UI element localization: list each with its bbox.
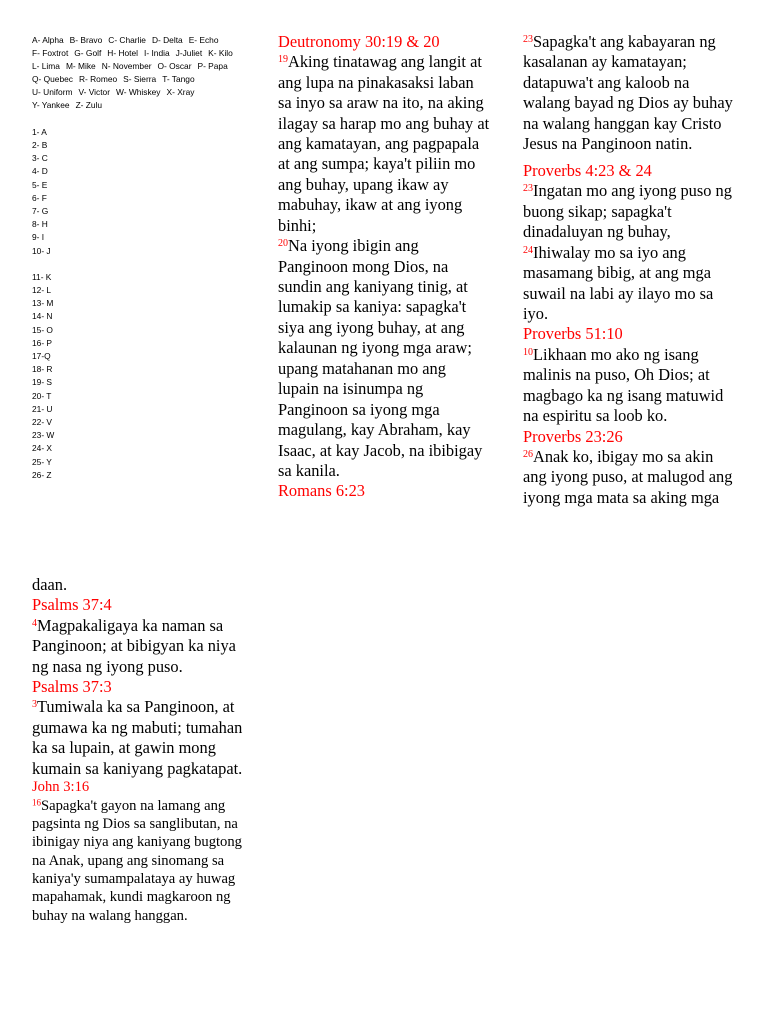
verse-line-text: upang matahanan mo ang xyxy=(278,358,446,378)
number-letter-item: 26- Z xyxy=(32,469,52,480)
verse-line xyxy=(523,365,733,385)
phonetic-key-item: W- Whiskey xyxy=(115,87,161,98)
verse-line xyxy=(523,447,733,467)
verse-paragraph xyxy=(278,236,489,481)
verse-line-text: ang kamatayan, ang pagpapala xyxy=(278,133,480,153)
verse-line-text: ang buhay, upang ikaw ay xyxy=(278,174,449,194)
verse-paragraph xyxy=(523,447,733,508)
verse-line xyxy=(523,467,733,487)
verse-line xyxy=(278,134,489,154)
verse-line xyxy=(523,488,733,508)
verse-line xyxy=(278,257,489,277)
verse-line-text: na Anak, upang ang sinomang sa xyxy=(32,852,225,869)
verse-line-text: Jesus na Panginoon natin. xyxy=(523,133,693,153)
verse-number: 20 xyxy=(278,238,288,250)
verse-line xyxy=(523,243,733,263)
verse-line xyxy=(278,318,489,338)
verse-line xyxy=(278,93,489,113)
verse-line-text: iyong mga mata sa aking mga xyxy=(523,487,720,507)
number-letter-item: 5- E xyxy=(32,179,48,190)
verse-line xyxy=(278,338,489,358)
verse-line xyxy=(278,379,489,399)
verse-line-text: Na iyong ibigin ang xyxy=(288,236,419,256)
phonetic-key-item: X- Xray xyxy=(166,87,195,98)
verse-line-text: binhi; xyxy=(278,215,317,235)
lower-left-passages xyxy=(32,575,242,779)
verse-line-text: kasalanan ay kamatayan; xyxy=(523,52,687,72)
phonetic-key-item: S- Sierra xyxy=(123,74,157,85)
verse-line xyxy=(32,833,242,851)
verse-line xyxy=(278,400,489,420)
verse-line-text: Panginoon; at bibigyan ka niya xyxy=(32,636,236,656)
verse-line xyxy=(32,636,242,656)
verse-line-text: malinis na puso, Oh Dios; at xyxy=(523,365,710,385)
verse-line-text: ang iyong puso, at malugod ang xyxy=(523,467,733,487)
verse-number: 4 xyxy=(32,617,37,629)
verse-line xyxy=(523,345,733,365)
verse-line xyxy=(278,420,489,440)
verse-line xyxy=(278,441,489,461)
verse-number: 19 xyxy=(278,54,288,66)
verse-line xyxy=(32,797,242,815)
verse-line xyxy=(278,154,489,174)
number-letter-item: 24- X xyxy=(32,443,53,454)
phonetic-key-item: O- Oscar xyxy=(157,60,192,71)
number-letter-list-2 xyxy=(32,271,239,482)
passage-heading: Proverbs 23:26 xyxy=(523,426,623,446)
number-letter-item: 4- D xyxy=(32,166,48,177)
number-letter-item: 17-Q xyxy=(32,351,51,361)
verse-line xyxy=(523,73,733,93)
passage-heading: Proverbs 51:10 xyxy=(523,324,623,344)
verse-line xyxy=(32,718,242,738)
verse-line xyxy=(523,406,733,426)
lower-left-john-passage xyxy=(32,779,242,925)
verse-line-text: buhay na walang hanggan. xyxy=(32,907,188,924)
verse-line-text: magulang, kay Abraham, kay xyxy=(278,420,471,440)
phonetic-key-item: V- Victor xyxy=(78,87,110,98)
phonetic-key-item: K- Kilo xyxy=(208,47,233,58)
verse-line-text: buong sikap; sapagka't xyxy=(523,201,672,221)
verse-line xyxy=(523,93,733,113)
verse-line-text: daan. xyxy=(32,574,68,594)
phonetic-key-item: B- Bravo xyxy=(69,34,103,45)
phonetic-key-row xyxy=(32,86,239,99)
number-letter-item: 3- C xyxy=(32,153,48,164)
passage-heading: Deutronomy 30:19 & 20 xyxy=(278,31,440,51)
passage-heading: Romans 6:23 xyxy=(278,481,365,501)
phonetic-key-item: I- India xyxy=(144,47,170,58)
verse-line-text: suwail na labi ay ilayo mo sa xyxy=(523,283,714,303)
verse-line xyxy=(523,134,733,154)
verse-paragraph xyxy=(32,575,242,595)
verse-line-text: kaniya'y sumampalataya ay huwag xyxy=(32,871,236,888)
column-middle xyxy=(278,32,489,502)
verse-line xyxy=(278,175,489,195)
phonetic-key-rows xyxy=(32,34,239,113)
verse-paragraph xyxy=(523,345,733,427)
phonetic-key-item: U- Uniform xyxy=(32,87,73,98)
verse-line-text: kumain sa kaniyang pagkatapat. xyxy=(32,758,243,778)
phonetic-key-row xyxy=(32,60,239,73)
phonetic-key-item: P- Papa xyxy=(197,60,228,71)
verse-line-text: Panginoon mong Dios, na xyxy=(278,256,449,276)
verse-line-text: na espiritu sa loob ko. xyxy=(523,406,668,426)
phonetic-key-row xyxy=(32,47,239,60)
verse-line-text: ka sa lupain, at gawin mong xyxy=(32,738,216,758)
verse-line xyxy=(32,575,242,595)
verse-line-text: ng nasa ng iyong puso. xyxy=(32,656,183,676)
number-letter-item: 15- O xyxy=(32,324,53,335)
number-letter-list-1 xyxy=(32,126,239,258)
number-letter-item: 6- F xyxy=(32,192,47,203)
verse-line-text: iyo. xyxy=(523,303,549,323)
phonetic-key-row xyxy=(32,99,239,112)
phonetic-key-item: A- Alpha xyxy=(32,34,64,45)
verse-line xyxy=(32,815,242,833)
verse-line xyxy=(32,657,242,677)
verse-line-text: ang lupa na pinakasaksi laban xyxy=(278,72,474,92)
verse-line xyxy=(278,216,489,236)
verse-line xyxy=(523,114,733,134)
verse-line xyxy=(523,222,733,242)
number-letter-item: 9- I xyxy=(32,232,45,243)
verse-line xyxy=(278,461,489,481)
phonetic-key-item: E- Echo xyxy=(188,34,219,45)
phonetic-key-item: H- Hotel xyxy=(107,47,139,58)
verse-line xyxy=(278,236,489,256)
verse-line xyxy=(32,870,242,888)
verse-line-text: walang bayad ng Dios ay buhay xyxy=(523,93,733,113)
number-letter-item: 8- H xyxy=(32,219,48,230)
verse-paragraph xyxy=(32,797,242,925)
phonetic-key-item: Z- Zulu xyxy=(75,100,103,111)
number-letter-item: 23- W xyxy=(32,430,55,441)
verse-line-text: sundin ang kaniyang tinig, at xyxy=(278,277,468,297)
column-right xyxy=(523,32,733,509)
verse-line-text: Tumiwala ka sa Panginoon, at xyxy=(37,697,235,717)
verse-number: 23 xyxy=(523,33,533,45)
number-letter-item: 12- L xyxy=(32,285,52,296)
verse-line xyxy=(523,304,733,324)
verse-line-text: lupain na isinumpa ng xyxy=(278,379,424,399)
verse-line xyxy=(278,297,489,317)
column-lower-left xyxy=(32,575,242,925)
verse-paragraph xyxy=(523,32,733,155)
verse-line xyxy=(32,759,242,779)
verse-line xyxy=(523,32,733,52)
number-letter-item: 14- N xyxy=(32,311,53,322)
verse-line-text: masamang bibig, at ang mga xyxy=(523,263,711,283)
verse-line-text: lumakip sa kaniya: sapagka't xyxy=(278,297,467,317)
verse-line-text: Ihiwalay mo sa iyo ang xyxy=(533,242,686,262)
verse-line-text: mabuhay, ikaw at ang iyong xyxy=(278,195,463,215)
phonetic-key-item: M- Mike xyxy=(65,60,96,71)
verse-line-text: datapuwa't ang kaloob na xyxy=(523,72,690,92)
verse-line-text: pagsinta ng Dios sa sanglibutan, na xyxy=(32,816,238,833)
phonetic-key-item: C- Charlie xyxy=(108,34,146,45)
number-letter-item: 2- B xyxy=(32,140,48,150)
number-letter-item: 22- V xyxy=(32,416,53,427)
number-letter-item: 10- J xyxy=(32,245,51,256)
verse-number: 16 xyxy=(32,797,41,808)
number-letter-item: 13- M xyxy=(32,298,54,309)
verse-line-text: mapahamak, kundi magkaroon ng xyxy=(32,889,231,906)
phonetic-key-item: T- Tango xyxy=(162,74,195,85)
verse-line xyxy=(32,888,242,906)
verse-line xyxy=(32,616,242,636)
passage-heading: Psalms 37:4 xyxy=(32,595,112,615)
passage-heading: Proverbs 4:23 & 24 xyxy=(523,160,652,180)
phonetic-key-row xyxy=(32,34,239,47)
verse-line-text: sa kanila. xyxy=(278,460,340,480)
verse-line-text: Likhaan mo ako ng isang xyxy=(533,344,699,364)
verse-line xyxy=(523,202,733,222)
number-letter-item: 16- P xyxy=(32,337,53,348)
verse-line-text: at ang sumpa; kaya't piliin mo xyxy=(278,154,476,174)
verse-number: 23 xyxy=(523,183,533,195)
number-letter-item: 18- R xyxy=(32,364,53,375)
verse-line-text: Anak ko, ibigay mo sa akin xyxy=(533,447,714,467)
verse-number: 10 xyxy=(523,346,533,358)
verse-line-text: siya ang iyong buhay, at ang xyxy=(278,317,465,337)
number-letter-item: 25- Y xyxy=(32,456,52,467)
verse-line-text: kalaunan ng iyong mga araw; xyxy=(278,338,472,358)
number-letter-item: 19- S xyxy=(32,377,53,388)
verse-number: 3 xyxy=(32,699,37,711)
phonetic-key-item: N- November xyxy=(101,60,152,71)
phonetic-key-item: R- Romeo xyxy=(78,74,118,85)
phonetic-key-item: F- Foxtrot xyxy=(32,47,69,58)
verse-paragraph xyxy=(523,181,733,242)
verse-line-text: Ingatan mo ang iyong puso ng xyxy=(533,181,732,201)
verse-number: 26 xyxy=(523,449,533,461)
verse-line xyxy=(278,195,489,215)
verse-line-text: ilagay sa harap mo ang buhay at xyxy=(278,113,490,133)
number-letter-item: 11- K xyxy=(32,271,52,282)
verse-line xyxy=(32,738,242,758)
verse-line-text: sa inyo sa araw na ito, na aking xyxy=(278,93,484,113)
verse-line xyxy=(32,697,242,717)
verse-line xyxy=(523,263,733,283)
verse-line xyxy=(523,386,733,406)
number-letter-item: 21- U xyxy=(32,403,53,414)
verse-line xyxy=(278,277,489,297)
verse-line xyxy=(523,284,733,304)
phonetic-key-item: G- Golf xyxy=(74,47,102,58)
verse-line xyxy=(32,907,242,925)
verse-line-text: Magpakaligaya ka naman sa xyxy=(37,615,224,635)
verse-line-text: Sapagka't ang kabayaran ng xyxy=(533,31,716,51)
verse-line-text: ibinigay niya ang kaniyang bugtong xyxy=(32,834,242,851)
phonetic-key-item: Y- Yankee xyxy=(32,100,70,111)
phonetic-key-row xyxy=(32,73,239,86)
number-letter-item: 7- G xyxy=(32,205,49,216)
verse-paragraph xyxy=(278,52,489,236)
number-letter-item: 1- A xyxy=(32,126,47,137)
verse-number: 24 xyxy=(523,244,533,256)
verse-line-text: gumawa ka ng mabuti; tumahan xyxy=(32,717,243,737)
verse-line xyxy=(523,181,733,201)
verse-line-text: Aking tinatawag ang langit at xyxy=(288,52,482,72)
verse-line xyxy=(278,52,489,72)
verse-paragraph xyxy=(32,697,242,779)
verse-line xyxy=(32,852,242,870)
verse-line-text: magbago ka ng isang matuwid xyxy=(523,385,724,405)
phonetic-key-item: J-Juliet xyxy=(175,47,203,58)
verse-line xyxy=(278,359,489,379)
verse-line-text: Panginoon sa iyong mga xyxy=(278,399,440,419)
phonetic-alphabet-key xyxy=(32,34,239,482)
verse-line xyxy=(278,73,489,93)
passage-heading: John 3:16 xyxy=(32,779,90,796)
phonetic-key-item: Q- Quebec xyxy=(32,74,73,85)
verse-line xyxy=(523,52,733,72)
verse-paragraph xyxy=(32,616,242,677)
verse-line-text: dinadaluyan ng buhay, xyxy=(523,222,671,242)
verse-line-text: Isaac, at kay Jacob, na ibibigay xyxy=(278,440,483,460)
number-letter-item: 20- T xyxy=(32,390,52,401)
passage-heading: Psalms 37:3 xyxy=(32,676,112,696)
verse-line-text: na walang hanggan kay Cristo xyxy=(523,113,722,133)
phonetic-key-item: D- Delta xyxy=(151,34,183,45)
phonetic-key-item: L- Lima xyxy=(32,60,60,71)
verse-paragraph xyxy=(523,243,733,325)
verse-line xyxy=(278,114,489,134)
verse-line-text: Sapagka't gayon na lamang ang xyxy=(41,797,226,814)
